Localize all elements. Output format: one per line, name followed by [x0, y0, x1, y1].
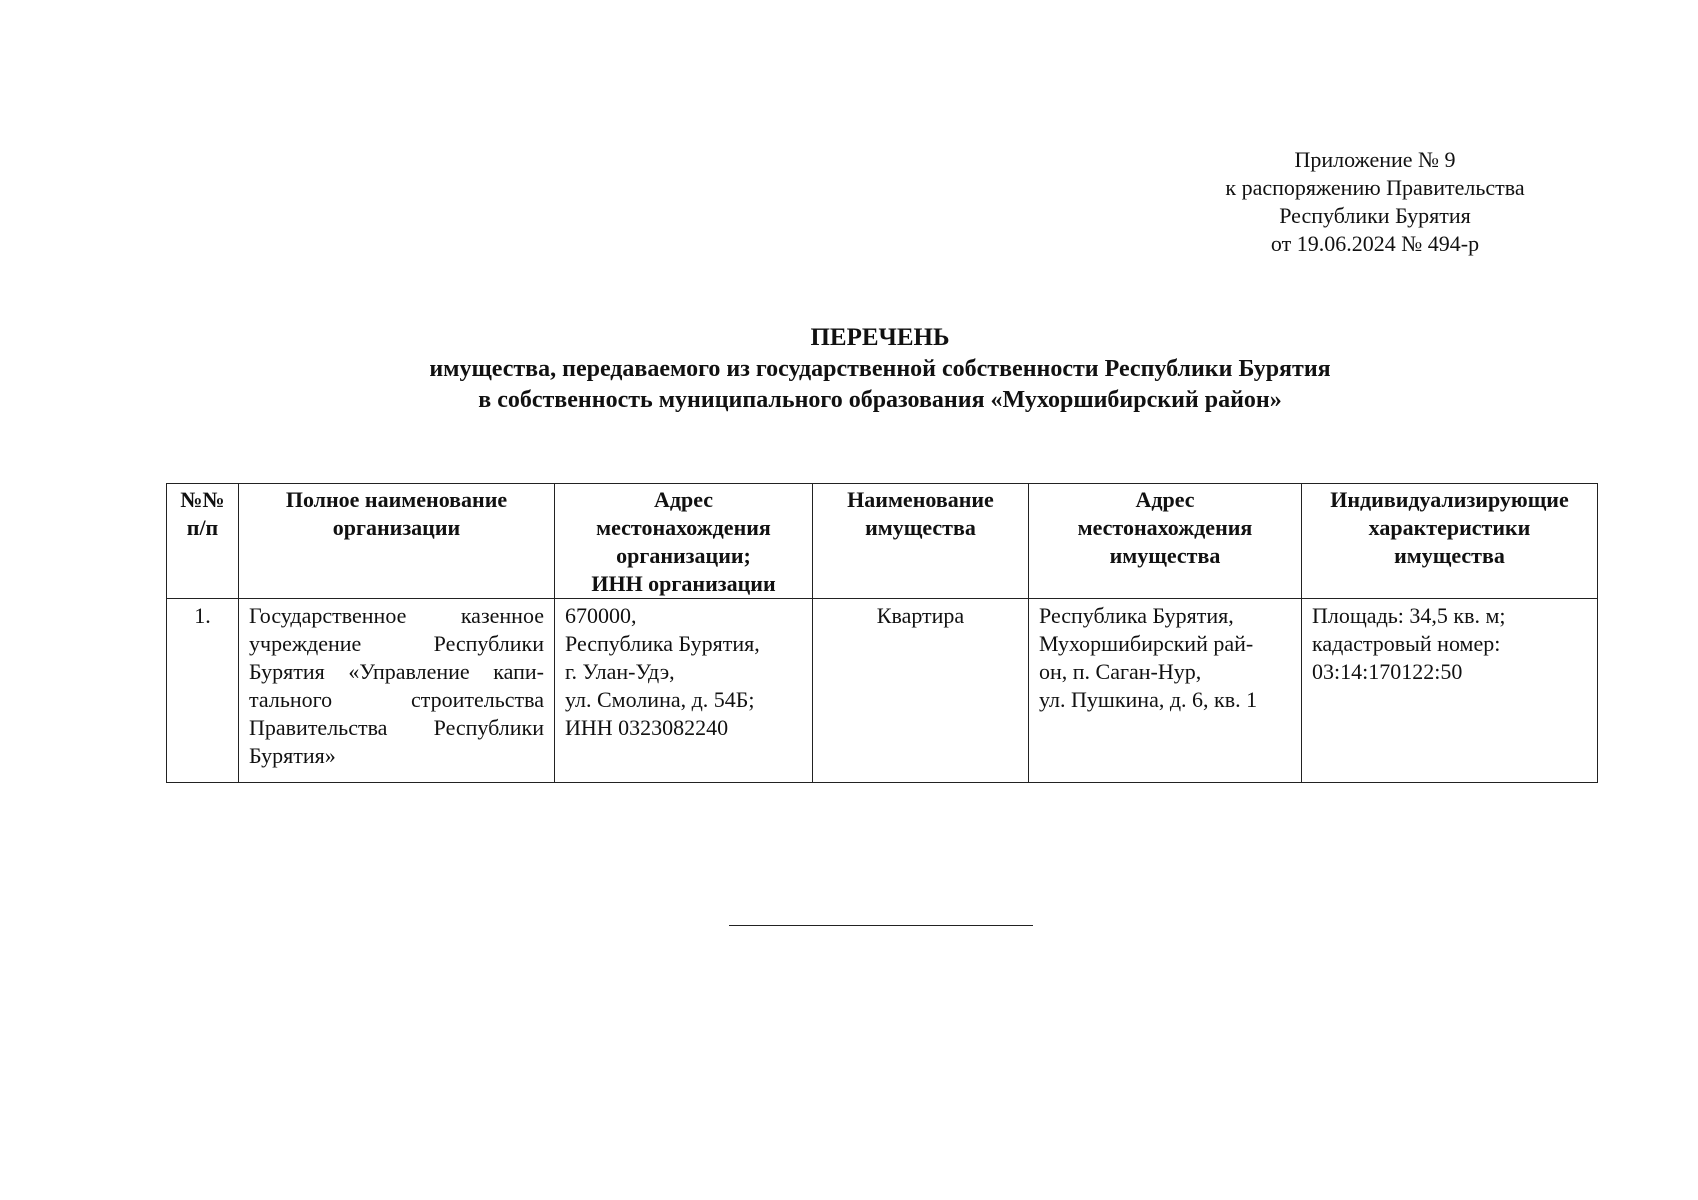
appendix-authority: Республики Бурятия: [1279, 203, 1471, 228]
closing-separator-line: [729, 925, 1033, 926]
cell-characteristics: [1302, 599, 1598, 783]
cell-org-address: [555, 599, 813, 783]
table-row: [167, 599, 1598, 783]
cell-text: кадастровый номер:: [1312, 631, 1501, 656]
appendix-reference: к распоряжению Правительства: [1225, 175, 1525, 200]
cell-text: 670000,: [565, 603, 637, 628]
header-text: организации: [332, 515, 461, 540]
header-characteristics: [1302, 484, 1598, 599]
header-text: имущества: [865, 515, 976, 540]
cell-text: учреждение Республики: [249, 631, 544, 656]
header-org-name: [239, 484, 555, 599]
header-org-address: [555, 484, 813, 599]
header-text: местонахождения: [1077, 515, 1253, 540]
cell-text: Площадь: 34,5 кв. м;: [1312, 603, 1506, 628]
appendix-date: от 19.06.2024 № 494-р: [1270, 231, 1480, 256]
cell-text: Мухоршибирский рай-: [1039, 631, 1254, 656]
title-subtitle-line-2: в собственность муниципального образования «Мухоршибирский район»: [478, 387, 1282, 413]
header-text: характеристики: [1368, 515, 1531, 540]
cell-property-address: [1029, 599, 1302, 783]
cell-property-name: Квартира: [813, 599, 1029, 783]
cell-text: Правительства Республики: [249, 715, 544, 740]
appendix-block: [1180, 146, 1570, 258]
cell-org-name: [239, 599, 555, 783]
cell-text: ул. Пушкина, д. 6, кв. 1: [1039, 687, 1258, 712]
title-main: ПЕРЕЧЕНЬ: [810, 324, 950, 351]
cell-text: Республика Бурятия,: [565, 631, 760, 656]
header-text: Адрес: [1135, 487, 1195, 512]
header-text: Адрес: [653, 487, 714, 512]
table-header-row: [167, 484, 1598, 599]
property-table: [166, 483, 1598, 783]
header-text: Индивидуализирующие: [1330, 487, 1569, 512]
header-text: имущества: [1109, 543, 1221, 568]
header-text: ИНН организации: [591, 571, 776, 596]
header-text: местонахождения: [596, 515, 771, 540]
cell-text: он, п. Саган-Нур,: [1039, 659, 1202, 684]
header-text: п/п: [186, 515, 219, 540]
header-text: Наименование: [847, 487, 994, 512]
header-text: Полное наименование: [285, 487, 508, 512]
header-num: [167, 484, 239, 599]
document-title: [160, 322, 1600, 416]
title-subtitle-line-1: имущества, передаваемого из государственной собственности Республики Бурятия: [429, 356, 1331, 382]
cell-text: Государственное казенное: [249, 603, 544, 628]
header-text: №№: [180, 487, 225, 512]
cell-num: 1.: [167, 599, 239, 783]
header-text: имущества: [1394, 543, 1505, 568]
cell-text: тального строительства: [249, 687, 544, 712]
cell-text: 03:14:170122:50: [1312, 659, 1463, 684]
appendix-number: Приложение № 9: [1294, 147, 1456, 172]
cell-text: ул. Смолина, д. 54Б;: [565, 687, 755, 712]
header-text: организации;: [616, 543, 751, 568]
cell-text: Бурятия «Управление капи-: [249, 659, 544, 684]
cell-text: Бурятия»: [249, 743, 336, 768]
cell-text: Республика Бурятия,: [1039, 603, 1234, 628]
header-property-address: [1029, 484, 1302, 599]
cell-text: г. Улан-Удэ,: [565, 659, 675, 684]
cell-text: ИНН 0323082240: [565, 715, 729, 740]
header-property-name: [813, 484, 1029, 599]
